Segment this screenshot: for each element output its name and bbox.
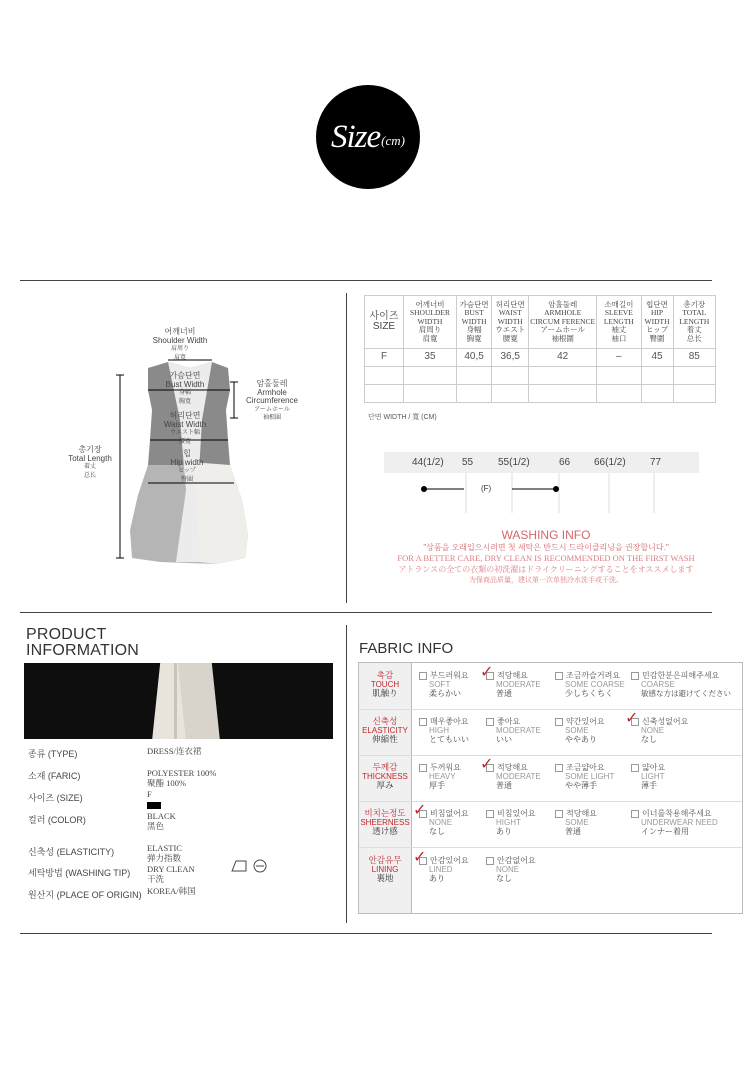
divider-vertical-2 (346, 625, 347, 923)
checkbox-icon (631, 810, 639, 818)
label-armhole: 암홀둘레 Armhole Circumference アームホール 袖根圍 (245, 379, 298, 421)
col-length: 총기장 TOTAL LENGTH 着丈 总长 (673, 296, 715, 349)
checkbox-icon (555, 718, 563, 726)
fabric-head-elasticity: 신축성 ELASTICITY 伸縮性 (362, 716, 408, 744)
info-value-type: DRESS/连衣裙 (147, 746, 202, 756)
logo-unit: (cm) (381, 133, 405, 148)
checkbox-icon (555, 672, 563, 680)
info-label-origin: 원산지 (PLACE OF ORIGIN) (28, 890, 142, 900)
divider-middle (20, 612, 712, 613)
washing-en: FOR A BETTER CARE, DRY CLEAN IS RECOMMENDED ON THE FIRST WASH (397, 553, 695, 563)
info-value-washing: DRY CLEAN 干洗 (147, 864, 195, 884)
product-fabric-image (24, 663, 333, 739)
fabric-option: 안감있어요 LINED あり (419, 856, 469, 883)
info-label-color: 컬러 (COLOR) (28, 815, 86, 825)
fabric-option: 조금까슬거려요 SOME COARSE 少しちくちく (555, 671, 625, 698)
fabric-option: 매우좋아요 HIGH とてもいい (419, 717, 469, 744)
size-header-cell: 사이즈 SIZE (365, 296, 404, 349)
check-mark-icon: ✓ (413, 802, 427, 819)
checkbox-icon (631, 764, 639, 772)
fabric-option: 부드러워요 SOFT 柔らかい (419, 671, 469, 698)
fabric-option: 적당해요 MODERATE 普通 (486, 763, 541, 790)
fabric-head-sheerness: 비치는정도 SHEERNESS 透け感 (360, 808, 410, 836)
washing-info (366, 528, 726, 585)
fabric-option: 얇아요 LIGHT 薄手 (631, 763, 665, 790)
col-hip: 힙단면 HIP WIDTH ヒップ 臀圍 (641, 296, 673, 349)
col-armhole: 암홀둘레 ARMHOLE CIRCUM FERENCE アームホール 袖根圍 (529, 296, 597, 349)
size-label: 55 (462, 457, 474, 468)
check-mark-icon: ✓ (625, 710, 639, 727)
checkbox-icon (419, 718, 427, 726)
divider-top (20, 280, 712, 281)
info-value-size: F (147, 789, 152, 799)
checkbox-icon (555, 810, 563, 818)
label-hip: 힙 Hip width ヒップ 臀圍 (170, 449, 204, 483)
fabric-option: 신축성없어요 NONE なし (631, 717, 688, 744)
info-label-size: 사이즈 (SIZE) (28, 793, 83, 803)
washing-symbols (230, 857, 270, 875)
product-info-title: PRODUCT INFORMATION (26, 626, 140, 659)
size-logo (316, 85, 420, 189)
size-label: 77 (650, 457, 662, 468)
size-label: 66(1/2) (594, 457, 626, 468)
check-mark-icon: ✓ (413, 849, 427, 866)
fabric-option: 좋아요 MODERATE いい (486, 717, 541, 744)
size-range-marker: (F) (481, 484, 492, 493)
washing-cn: 为保商品质量，建议第一次单独冷水洗手或干洗。 (469, 576, 623, 584)
fabric-row-thickness (359, 755, 742, 802)
size-table-header (365, 296, 716, 349)
color-swatch (147, 802, 161, 809)
hand-wash-icon (232, 861, 246, 871)
washing-jp: アトランスの全ての衣類の初洗濯はドライクリーニングすることをオススメします (398, 565, 694, 574)
col-shoulder: 어깨너비 SHOULDER WIDTH 肩周り 肩寛 (404, 296, 457, 349)
washing-title: WASHING INFO (501, 528, 591, 542)
fabric-head-thickness: 두께감 THICKNESS 厚み (362, 762, 408, 790)
info-value-elasticity: ELASTIC 弹力指数 (147, 843, 182, 863)
size-table (364, 295, 716, 403)
logo-main: Size (331, 118, 381, 155)
checkbox-icon (486, 810, 494, 818)
label-bust: 가슴단면 Bust Width 身幅 胸寛 (165, 371, 205, 405)
fabric-option: 비침없어요 NONE なし (419, 809, 469, 836)
washing-kr: "상품을 오래입으시려면 첫 세탁은 반드시 드라이클리닝을 권장합니다." (423, 543, 669, 552)
info-label-fabric: 소재 (FARIC) (28, 771, 81, 781)
col-sleeve: 소매길이 SLEEVE LENGTH 袖丈 袖口 (597, 296, 641, 349)
info-label-elasticity: 신축성 (ELASTICITY) (28, 847, 115, 857)
fabric-info-table (358, 662, 743, 914)
label-shoulder: 어깨너비 Shoulder Width 肩周り 肩寛 (152, 327, 208, 361)
label-total-length: 총기장 Total Length 着丈 总长 (68, 445, 112, 479)
size-range-graphic (384, 473, 699, 513)
checkbox-icon (419, 764, 427, 772)
size-label: 55(1/2) (498, 457, 530, 468)
checkbox-icon (486, 857, 494, 865)
fabric-head-lining: 안감유무 LINING 裏地 (368, 855, 402, 883)
checkbox-icon (631, 672, 639, 680)
fabric-option: 비침있어요 HIGHT あり (486, 809, 536, 836)
table-row: F 35 40,5 36,5 42 – 45 85 (365, 349, 716, 367)
size-label: 44(1/2) (412, 457, 444, 468)
table-row-empty (365, 367, 716, 385)
fabric-option: 적당해요 MODERATE 普通 (486, 671, 541, 698)
fabric-head-touch: 촉감 TOUCH 肌触り (370, 670, 400, 698)
fabric-option: 약간있어요 SOME ややあり (555, 717, 605, 744)
checkbox-icon (419, 672, 427, 680)
size-label: 66 (559, 457, 571, 468)
table-row-empty (365, 385, 716, 403)
col-waist: 허리단면 WAIST WIDTH ウエスト 腰寛 (492, 296, 529, 349)
info-label-type: 종류 (TYPE) (28, 749, 78, 759)
fabric-option: 조금얇아요 SOME LIGHT やや薄手 (555, 763, 614, 790)
fabric-option: 안감없어요 NONE なし (486, 856, 536, 883)
check-mark-icon: ✓ (480, 664, 494, 681)
label-waist: 허리단면 Waist Width ウエスト幅 腰寛 (163, 411, 207, 445)
col-bust: 가슴단면 BUST WIDTH 身幅 胸寛 (456, 296, 491, 349)
info-value-origin: KOREA/韩国 (147, 886, 196, 896)
fabric-option: 이너를착용해주세요 UNDERWEAR NEED インナー着用 (631, 809, 718, 836)
divider-bottom (20, 933, 712, 934)
checkbox-icon (555, 764, 563, 772)
check-mark-icon: ✓ (480, 756, 494, 773)
info-value-color: BLACK 黑色 (147, 811, 176, 831)
size-table-note: 단면 WIDTH / 寬 (CM) (368, 414, 437, 421)
info-label-washing: 세탁방법 (WASHING TIP) (28, 868, 131, 878)
fabric-info-title: FABRIC INFO (359, 640, 454, 657)
checkbox-icon (486, 718, 494, 726)
info-value-fabric: POLYESTER 100% 聚酯 100% (147, 768, 217, 788)
fabric-option: 민감한분은피해주세요 COARSE 敏感な方は避けてください (631, 671, 731, 698)
fabric-option: 두꺼워요 HEAVY 厚手 (419, 763, 461, 790)
divider-vertical-1 (346, 293, 347, 603)
fabric-option: 적당해요 SOME 普通 (555, 809, 597, 836)
